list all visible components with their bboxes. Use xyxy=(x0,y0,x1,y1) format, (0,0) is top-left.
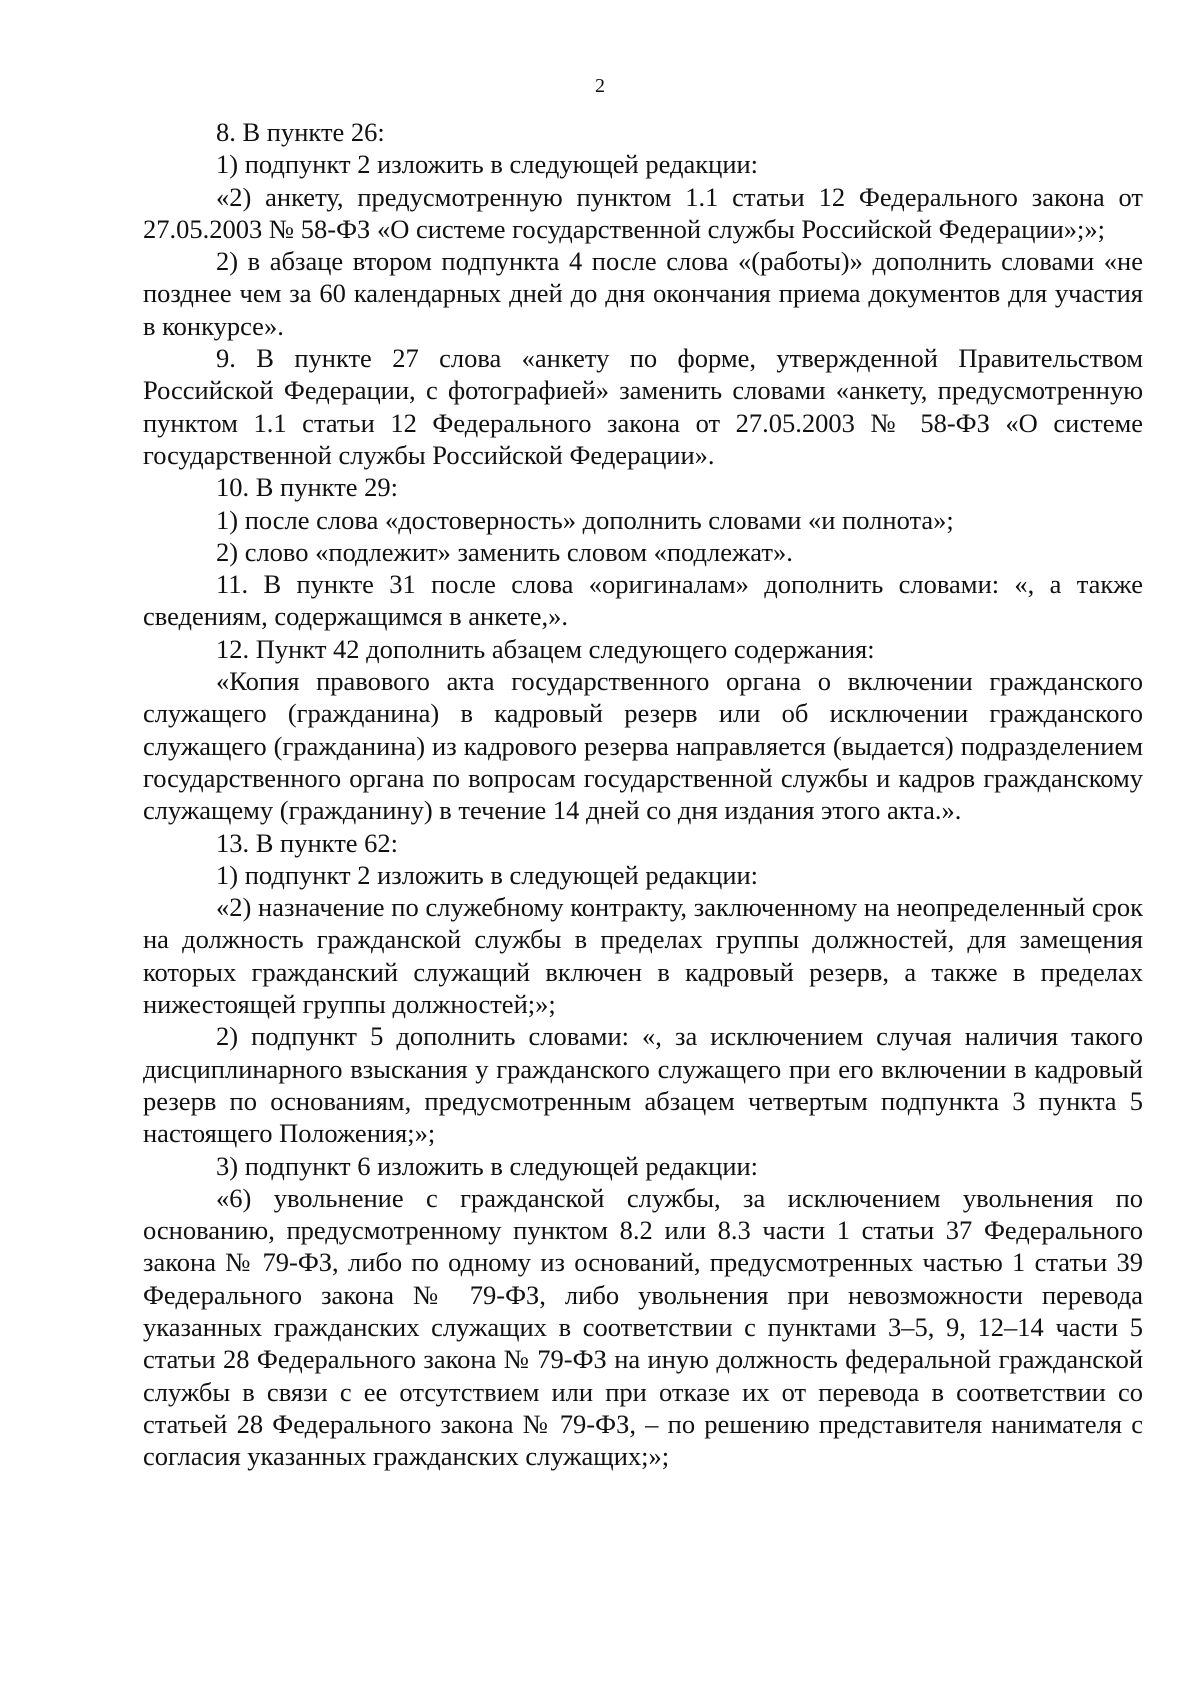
paragraph: 3) подпункт 6 изложить в следующей редакции: xyxy=(216,1150,759,1181)
page-number: 2 xyxy=(595,75,605,97)
paragraph: 11. В пункте 31 после слова «оригиналам» дополнить словами: «, а также сведениям, содержащимся в анкете,». xyxy=(143,569,1143,632)
paragraph: «6) увольнение с гражданской службы, за исключением увольнения по основанию, предусмотренному пунктом 8.2 или 8.3 части 1 статьи 37 Федерального закона № 79-ФЗ, либо по одному из оснований, предусмотренных частью 1 статьи 39 Федерального закона № 79-ФЗ, либо увольнения при невозможности перевода указанных гражданских служащих в соответствии с пунктами 3–5, 9, 12–14 части 5 статьи 28 Федерального закона № 79-ФЗ на иную должность федеральной гражданской службы в связи с ее отсутствием или при отказе их от перевода в соответствии со статьей 28 Федерального закона № 79-ФЗ, – по решению представителя нанимателя с согласия указанных гражданских служащих;»; xyxy=(143,1182,1143,1472)
paragraph: «Копия правового акта государственного органа о включении гражданского служащего (гражданина) в кадровый резерв или об исключении гражданского служащего (гражданина) из кадрового резерва направляется (выдается) подразделением государственного органа по вопросам государственной службы и кадров гражданскому служащему (гражданину) в течение 14 дней со дня издания этого акта.». xyxy=(143,666,1143,826)
paragraph: 1) подпункт 2 изложить в следующей редакции: xyxy=(216,149,759,180)
paragraph: 1) после слова «достоверность» дополнить словами «и полнота»; xyxy=(216,504,954,535)
paragraph: 2) слово «подлежит» заменить словом «подлежат». xyxy=(216,536,793,567)
paragraph: 2) подпункт 5 дополнить словами: «, за исключением случая наличия такого дисциплинарного взыскания у гражданского служащего при его включении в кадровый резерв по основаниям, предусмотренным абзацем четвертым подпункта 3 пункта 5 настоящего Положения;»; xyxy=(143,1021,1143,1149)
paragraph: 1) подпункт 2 изложить в следующей редакции: xyxy=(216,859,759,890)
paragraph: 13. В пункте 62: xyxy=(216,827,399,858)
paragraph: 9. В пункте 27 слова «анкету по форме, утвержденной Правительством Российской Федерации, с фотографией» заменить словами «анкету, предусмотренную пунктом 1.1 статьи 12 Федерального закона от 27.05.2003 № 58-ФЗ «О системе государственной службы Российской Федерации». xyxy=(143,343,1143,470)
paragraph: 8. В пункте 26: xyxy=(216,117,385,147)
paragraph: «2) анкету, предусмотренную пунктом 1.1 статьи 12 Федерального закона от 27.05.2003 № 58-ФЗ «О системе государственной службы Российской Федерации»;»; xyxy=(143,181,1143,244)
paragraph: 10. В пункте 29: xyxy=(216,472,399,503)
paragraph: 2) в абзаце втором подпункта 4 после слова «(работы)» дополнить словами «не позднее чем за 60 календарных дней до дня окончания приема документов для участия в конкурсе». xyxy=(143,246,1143,341)
paragraph: «2) назначение по служебному контракту, заключенному на неопределенный срок на должность гражданской службы в пределах группы должностей, для замещения которых гражданский служащий включен в кадровый резерв, а также в пределах нижестоящей группы должностей;»; xyxy=(143,892,1143,1020)
paragraph: 12. Пункт 42 дополнить абзацем следующего содержания: xyxy=(216,633,875,664)
document-body xyxy=(143,116,1143,1472)
